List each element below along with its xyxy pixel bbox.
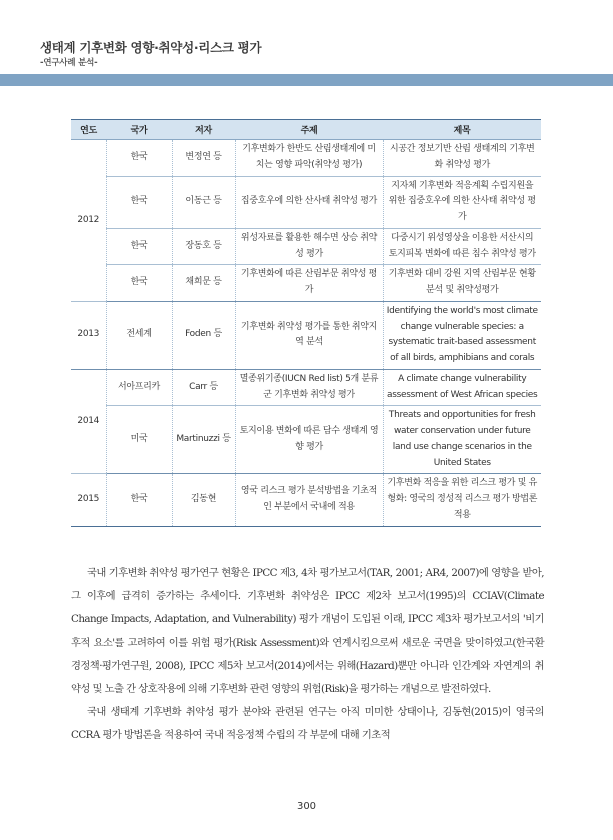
- table-row: [71, 265, 541, 302]
- author-cell: 채희문 등: [172, 265, 235, 302]
- topic-cell: 영국 리스크 평가 분석방법을 기초적인 부분에서 국내에 적용: [235, 474, 383, 526]
- header-color-band: [0, 74, 613, 86]
- country-cell: 미국: [106, 406, 172, 474]
- topic-cell: 기후변화가 한반도 산림생태계에 미치는 영향 파악(취약성 평가): [235, 140, 383, 177]
- year-cell: 2013: [71, 301, 106, 369]
- table-row: [71, 301, 541, 369]
- country-cell: 한국: [106, 140, 172, 177]
- author-cell: 김동현: [172, 474, 235, 526]
- title-cell: Identifying the world's most climate change vulnerable species: a systematic trait-based assessment of all birds, amphibians and corals: [383, 301, 541, 369]
- table-row: [71, 228, 541, 265]
- table-row: [71, 140, 541, 177]
- country-cell: 한국: [106, 265, 172, 302]
- title-cell: 지자체 기후변화 적응계획 수립지원을 위한 집중호우에 의한 산사태 취약성 평가: [383, 176, 541, 228]
- column-header-topic: 주제: [235, 120, 383, 140]
- table-row: [71, 176, 541, 228]
- column-header-title: 제목: [383, 120, 541, 140]
- title-cell: 기후변화 대비 강원 지역 산림부문 현황 분석 및 취약성평가: [383, 265, 541, 302]
- author-cell: 이동근 등: [172, 176, 235, 228]
- table-header-row: [71, 120, 541, 140]
- year-cell: 2012: [71, 140, 106, 302]
- running-header-subtitle: -연구사례 분석-: [40, 58, 98, 68]
- body-paragraph-2: 국내 생태계 기후변화 취약성 평가 분야와 관련된 연구는 아직 미미한 상태이나, 김동현(2015)이 영국의 CCRA 평가 방법론을 적용하여 국내 적응정책 수립의 각 부문에 대해 기초적: [71, 706, 544, 742]
- country-cell: 한국: [106, 228, 172, 265]
- year-cell: 2014: [71, 369, 106, 474]
- table-row: [71, 474, 541, 526]
- author-cell: Foden 등: [172, 301, 235, 369]
- running-header-title: 생태계 기후변화 영향·취약성·리스크 평가: [40, 40, 262, 55]
- page-number: 300: [296, 801, 317, 812]
- topic-cell: 멸종위기종(IUCN Red list) 5개 분류군 기후변화 취약성 평가: [235, 369, 383, 406]
- title-cell: 기후변화 적응을 위한 리스크 평가 및 유형화: 영국의 정성적 리스크 평가 방법론 적용: [383, 474, 541, 526]
- author-cell: 장동호 등: [172, 228, 235, 265]
- country-cell: 전세계: [106, 301, 172, 369]
- year-cell: 2015: [71, 474, 106, 526]
- topic-cell: 집중호우에 의한 산사태 취약성 평가: [235, 176, 383, 228]
- page-header: [0, 0, 613, 86]
- column-header-author: 저자: [172, 120, 235, 140]
- body-paragraph-1: 국내 기후변화 취약성 평가연구 현황은 IPCC 제3, 4차 평가보고서(TAR, 2001; AR4, 2007)에 영향을 받아, 그 이후에 급격히 증가하는 추세이다. 기후변화 취약성은 IPCC 제2차 보고서(1995)의 CCIAV(Climate Change Impacts, Adaptation, and Vulnerability) 평가 개념이 도입된 이래, IPCC 제3차 평가보고서의 '비기후적 요소'를 고려하여 이를 위험 평가(Risk Assessment)와 연계시킴으로써 새로운 국면을 맞이하였고(한국환경정책·평가연구원, 2008), IPCC 제5차 보고서(2014)에서는 위해(Hazard)뿐만 아니라 인간계와 자연계의 취약성 및 노출 간 상호작용에 의해 기후변화 관련 영향의 위험(Risk)을 평가하는 개념으로 발전하였다.: [71, 567, 544, 696]
- research-case-table: [71, 119, 541, 527]
- country-cell: 서아프리카: [106, 369, 172, 406]
- column-header-year: 연도: [71, 120, 106, 140]
- title-cell: 다중시기 위성영상을 이용한 서산시의 토지피복 변화에 따른 침수 취약성 평가: [383, 228, 541, 265]
- topic-cell: 기후변화 취약성 평가를 통한 취약지역 분석: [235, 301, 383, 369]
- country-cell: 한국: [106, 474, 172, 526]
- table-row: [71, 406, 541, 474]
- author-cell: 변정연 등: [172, 140, 235, 177]
- author-cell: Carr 등: [172, 369, 235, 406]
- topic-cell: 토지이용 변화에 따른 담수 생태계 영향 평가: [235, 406, 383, 474]
- topic-cell: 기후변화에 따른 산림부문 취약성 평가: [235, 265, 383, 302]
- table-row: [71, 369, 541, 406]
- body-text: [71, 562, 544, 748]
- title-cell: Threats and opportunities for fresh water conservation under future land use change scenarios in the United States: [383, 406, 541, 474]
- title-cell: 시공간 정보기반 산림 생태계의 기후변화 취약성 평가: [383, 140, 541, 177]
- author-cell: Martinuzzi 등: [172, 406, 235, 474]
- title-cell: A climate change vulnerability assessment of West African species: [383, 369, 541, 406]
- topic-cell: 위성자료를 활용한 해수면 상승 취약성 평가: [235, 228, 383, 265]
- column-header-country: 국가: [106, 120, 172, 140]
- country-cell: 한국: [106, 176, 172, 228]
